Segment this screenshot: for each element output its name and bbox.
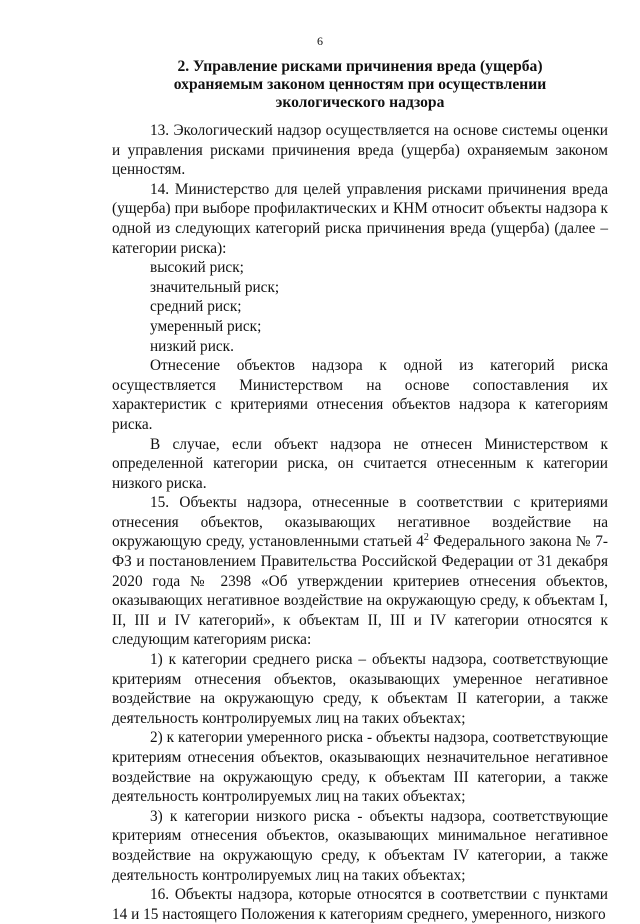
section-heading (112, 58, 608, 112)
paragraph-13: 13. Экологический надзор осуществляется на основе системы оценки и управления рисками причинения вреда (ущерба) охраняемым законом ценностям. (112, 122, 608, 179)
list-item: низкий риск. (150, 337, 234, 355)
heading-line-3: экологического надзора (275, 94, 445, 111)
document-body (112, 121, 608, 924)
list-item: средний риск; (150, 298, 242, 316)
list-item: значительный риск; (150, 278, 280, 296)
page-number: 6 (317, 34, 323, 48)
heading-line-2: охраняемым законом ценностям при осуществлении (173, 76, 547, 93)
paragraph-default-category: В случае, если объект надзора не отнесен Министерством к определенной категории риска, он считается отнесенным к категории низкого риска. (112, 435, 608, 492)
paragraph-15-item-2: 2) к категории умеренного риска - объекты надзора, соответствующие критериям отнесения объектов, оказывающих незначительное негативное воздействие на окружающую среду, к объектам III категории, а также деятельность контролируемых лиц на таких объектах; (112, 729, 608, 806)
paragraph-16: 16. Объекты надзора, которые относятся в соответствии с пунктами 14 и 15 настоящего Положения к категориям среднего, умеренного, низкого (112, 886, 608, 923)
list-item: высокий риск; (150, 259, 244, 277)
risk-category-list (112, 258, 608, 356)
list-item: умеренный риск; (150, 317, 262, 335)
paragraph-assignment: Отнесение объектов надзора к одной из категорий риска осуществляется Министерством на основе сопоставления их характеристик с критериями отнесения объектов надзора к категориям риска. (112, 357, 608, 433)
paragraph-15-item-1: 1) к категории среднего риска – объекты надзора, соответствующие критериям отнесения объектов, оказывающих умеренное негативное воздействие на окружающую среду, к объектам II категории, а также деятельность контролируемых лиц на таких объектах; (112, 651, 608, 727)
article-superscript: 2 (423, 532, 429, 544)
heading-line-1: 2. Управление рисками причинения вреда (ущерба) (177, 58, 543, 75)
paragraph-15-part-b: Федерального закона № 7-ФЗ и постановлением Правительства Российской Федерации от 31 декабря 2020 года № 2398 «Об утверждении критериев отнесения объектов, оказывающих негативное воздействие на окружающую среду, к объектам I, II, III и IV категорий», к объектам II, III и IV категории относятся к следующим категориям риска: (112, 533, 608, 649)
paragraph-14: 14. Министерство для целей управления рисками причинения вреда (ущерба) при выборе профилактических и КНМ относит объекты надзора к одной из следующих категорий риска причинения вреда (ущерба) (далее – категории риска): (112, 180, 608, 257)
paragraph-15-part-a: 15. Объекты надзора, отнесенные в соответствии с критериями отнесения объектов, оказывающих негативное воздействие на окружающую среду, установленными статьей 4 (112, 494, 608, 551)
paragraph-15 (112, 493, 608, 650)
paragraph-15-item-3: 3) к категории низкого риска - объекты надзора, соответствующие критериям отнесения объектов, оказывающих минимальное негативное воздействие на окружающую среду, к объектам IV категории, а также деятельность контролируемых лиц на таких объектах; (112, 807, 608, 884)
